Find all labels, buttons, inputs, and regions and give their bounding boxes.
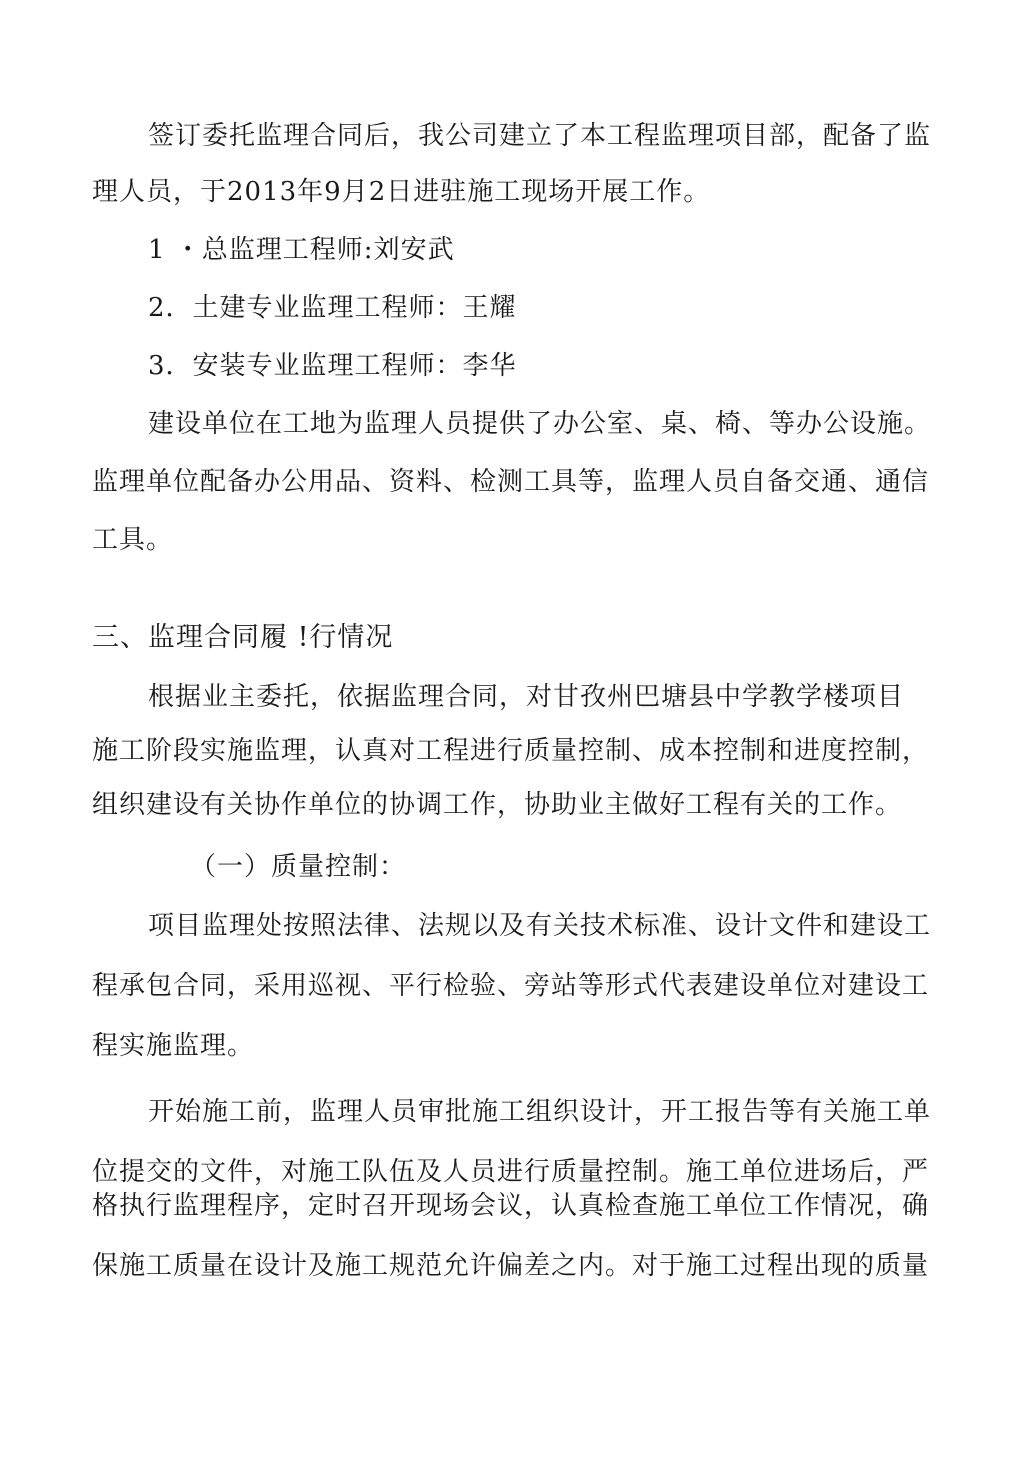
facilities-line-1: 建设单位在工地为监理人员提供了办公室、桌、椅、等办公设施。 xyxy=(148,409,932,439)
pre-construction-line-1: 开始施工前，监理人员审批施工组织设计，开工报告等有关施工单 xyxy=(148,1097,932,1127)
quality-control-subheading: （一）质量控制： xyxy=(190,852,407,882)
staff-item-chief-engineer: 1 ・总监理工程师:刘安武 xyxy=(148,235,455,265)
intro-line-2: 理人员，于2013年9月2日进驻施工现场开展工作。 xyxy=(92,177,711,207)
pre-construction-line-4: 保施工质量在设计及施工规范允许偏差之内。对于施工过程出现的质量 xyxy=(92,1251,930,1281)
section-three-intro-line-1: 根据业主委托，依据监理合同，对甘孜州巴塘县中学教学楼项目 xyxy=(148,682,905,712)
quality-line-2: 程承包合同，采用巡视、平行检验、旁站等形式代表建设单位对建设工 xyxy=(92,971,930,1001)
staff-item-civil-engineer: 2．土建专业监理工程师：王耀 xyxy=(148,293,517,323)
section-three-heading: 三、监理合同履 !行情况 xyxy=(92,622,394,653)
staff-item-installation-engineer: 3．安装专业监理工程师：李华 xyxy=(148,351,517,381)
facilities-line-3: 工具。 xyxy=(92,525,174,555)
quality-line-1: 项目监理处按照法律、法规以及有关技术标准、设计文件和建设工 xyxy=(148,911,932,941)
quality-line-3: 程实施监理。 xyxy=(92,1031,255,1061)
intro-line-1: 签订委托监理合同后，我公司建立了本工程监理项目部，配备了监 xyxy=(148,121,932,151)
pre-construction-line-3: 格执行监理程序，定时召开现场会议，认真检查施工单位工作情况，确 xyxy=(92,1191,930,1221)
section-three-intro-line-2: 施工阶段实施监理，认真对工程进行质量控制、成本控制和进度控制， xyxy=(92,736,930,766)
facilities-line-2: 监理单位配备办公用品、资料、检测工具等，监理人员自备交通、通信 xyxy=(92,467,930,497)
pre-construction-line-2: 位提交的文件，对施工队伍及人员进行质量控制。施工单位进场后，严 xyxy=(92,1157,930,1187)
section-three-intro-line-3: 组织建设有关协作单位的协调工作，协助业主做好工程有关的工作。 xyxy=(92,790,903,820)
